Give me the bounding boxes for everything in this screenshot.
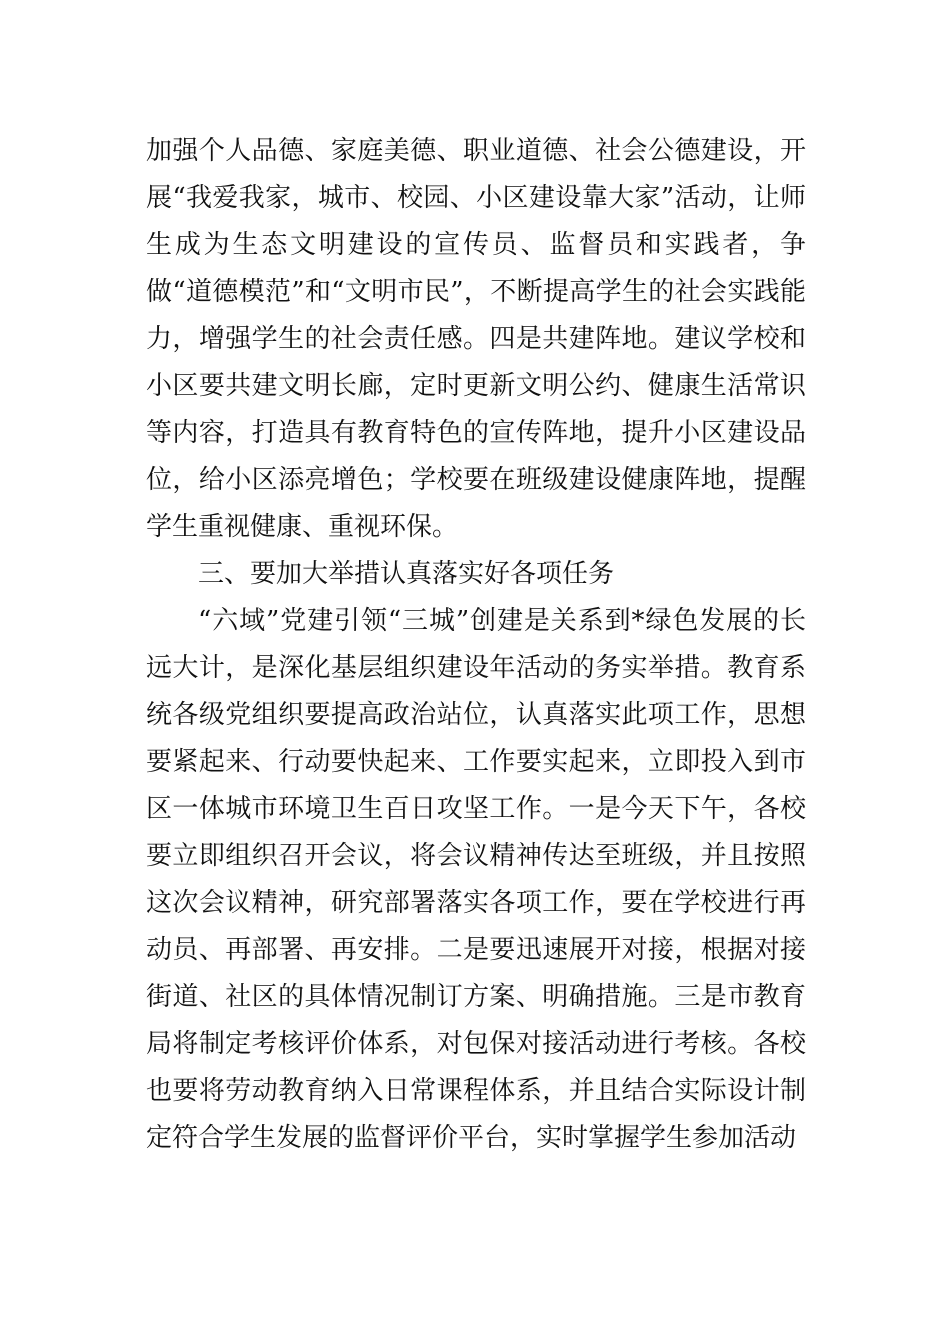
section-heading: 三、要加大举措认真落实好各项任务 xyxy=(198,559,615,589)
paragraph-continuation: 加强个人品德、家庭美德、职业道德、社会公德建设，开展“我爱我家，城市、校园、小区建设靠大家”活动，让师生成为生态文明建设的宣传员、监督员和实践者，争做“道德模范”和“文明市民”，不断提高学生的社会实践能力，增强学生的社会责任感。四是共建阵地。建议学校和小区要共建文明长廊，定时更新文明公约、健康生活常识等内容，打造具有教育特色的宣传阵地，提升小区建设品位，给小区添亮增色；学校要在班级建设健康阵地，提醒学生重视健康、重视环保。 xyxy=(146,136,806,542)
paragraph-body: “六域”党建引领“三城”创建是关系到*绿色发展的长远大计，是深化基层组织建设年活动的务实举措。教育系统各级党组织要提高政治站位，认真落实此项工作，思想要紧起来、行动要快起来、工作要实起来，立即投入到市区一体城市环境卫生百日攻坚工作。一是今天下午，各校要立即组织召开会议，将会议精神传达至班级，并且按照这次会议精神，研究部署落实各项工作，要在学校进行再动员、再部署、再安排。二是要迅速展开对接，根据对接街道、社区的具体情况制订方案、明确措施。三是市教育局将制定考核评价体系，对包保对接活动进行考核。各校也要将劳动教育纳入日常课程体系，并且结合实际设计制定符合学生发展的监督评价平台，实时掌握学生参加活动 xyxy=(146,606,806,1153)
document-body xyxy=(146,128,806,1162)
